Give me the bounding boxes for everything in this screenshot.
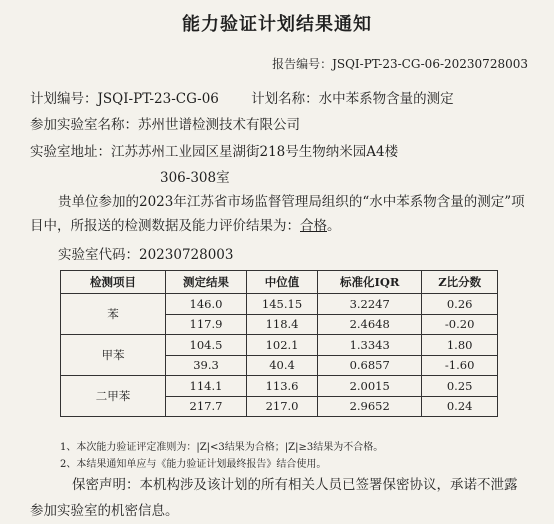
header-iqr: 标准化IQR bbox=[318, 271, 422, 294]
header-result: 测定结果 bbox=[166, 271, 247, 294]
table-cell: 117.9 bbox=[166, 314, 247, 335]
header-median: 中位值 bbox=[247, 271, 318, 294]
lab-name-label: 参加实验室名称： bbox=[30, 117, 138, 133]
lab-address: 江苏苏州工业园区星湖街218号生物纳米园A4楼 bbox=[111, 144, 399, 160]
lab-name: 苏州世谱检测技术有限公司 bbox=[138, 117, 300, 133]
table-cell: 2.0015 bbox=[318, 376, 422, 397]
header-z: Z比分数 bbox=[422, 271, 498, 294]
confidentiality-statement: 保密声明：本机构涉及该计划的所有相关人员已签署保密协议，承诺不泄露参加实验室的机密信息。 bbox=[30, 477, 518, 519]
item-cell: 二甲苯 bbox=[61, 376, 166, 417]
table-cell: 40.4 bbox=[247, 355, 318, 376]
plan-no-label: 计划编号： bbox=[30, 91, 98, 107]
item-cell: 苯 bbox=[61, 294, 166, 335]
table-cell: 0.24 bbox=[422, 396, 498, 417]
table-cell: -0.20 bbox=[422, 314, 498, 335]
document-title: 能力验证计划结果通知 bbox=[182, 14, 372, 35]
table-cell: 217.0 bbox=[247, 396, 318, 417]
evaluation-result: 合格 bbox=[300, 218, 327, 234]
note-usage: 2、本结果通知单应与《能力验证计划最终报告》结合使用。 bbox=[60, 459, 327, 470]
table-cell: -1.60 bbox=[422, 355, 498, 376]
table-row bbox=[61, 376, 498, 397]
table-cell: 104.5 bbox=[166, 335, 247, 356]
table-cell: 217.7 bbox=[166, 396, 247, 417]
plan-name: 水中苯系物含量的测定 bbox=[318, 91, 454, 107]
header-item: 检测项目 bbox=[61, 271, 166, 294]
lab-address-label: 实验室地址： bbox=[30, 144, 111, 160]
table-cell: 0.6857 bbox=[318, 355, 422, 376]
table-cell: 145.15 bbox=[247, 294, 318, 315]
table-row bbox=[61, 335, 498, 356]
table-cell: 114.1 bbox=[166, 376, 247, 397]
evaluation-text: 贵单位参加的2023年江苏省市场监督管理局组织的“水中苯系物含量的测定”项目中，所报送的检测数据及能力评价结果为： bbox=[30, 194, 525, 234]
table-cell: 0.26 bbox=[422, 294, 498, 315]
evaluation-end: 。 bbox=[327, 218, 341, 234]
lab-address-line bbox=[30, 140, 398, 160]
lab-address-line-2: 306-308室 bbox=[160, 170, 230, 186]
table-cell: 3.2247 bbox=[318, 294, 422, 315]
plan-info-line bbox=[30, 87, 454, 107]
table-cell: 118.4 bbox=[247, 314, 318, 335]
table-cell: 113.6 bbox=[247, 376, 318, 397]
table-cell: 1.80 bbox=[422, 335, 498, 356]
table-cell: 146.0 bbox=[166, 294, 247, 315]
table-cell: 39.3 bbox=[166, 355, 247, 376]
plan-name-label: 计划名称： bbox=[251, 91, 319, 107]
table-cell: 0.25 bbox=[422, 376, 498, 397]
note-criteria: 1、本次能力验证评定准则为：|Z|<3结果为合格；|Z|≥3结果为不合格。 bbox=[60, 442, 384, 453]
lab-name-line bbox=[30, 113, 300, 133]
plan-no: JSQI-PT-23-CG-06 bbox=[97, 91, 219, 107]
table-cell: 2.9652 bbox=[318, 396, 422, 417]
table-cell: 102.1 bbox=[247, 335, 318, 356]
evaluation-paragraph bbox=[30, 190, 525, 238]
item-cell: 甲苯 bbox=[61, 335, 166, 376]
lab-code: 实验室代码：20230728003 bbox=[58, 247, 234, 263]
table-row bbox=[61, 294, 498, 315]
table-cell: 2.4648 bbox=[318, 314, 422, 335]
table-cell: 1.3343 bbox=[318, 335, 422, 356]
results-table bbox=[60, 270, 498, 417]
report-number: 报告编号：JSQI-PT-23-CG-06-20230728003 bbox=[272, 57, 528, 71]
table-header-row bbox=[61, 271, 498, 294]
